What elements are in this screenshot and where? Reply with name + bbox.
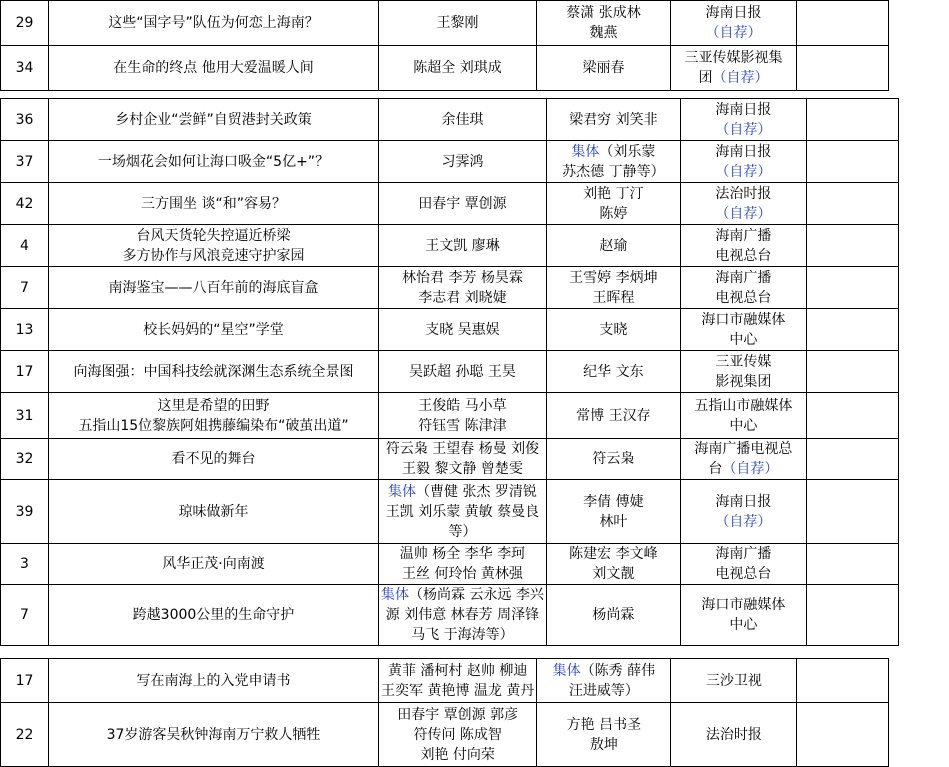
entry-title [49,225,379,267]
authors-line: 田春宇 覃创源 郭彦 [397,706,519,723]
entry-number: 36 [1,99,49,141]
entry-unit [680,585,806,646]
entry-editors [546,439,680,480]
authors-line: 源 刘伟意 林春芳 周泽锋 [385,607,540,623]
entry-number: 29 [1,1,49,46]
entry-number: 37 [1,141,49,183]
entry-editors [546,309,680,351]
collective-label: 集体 [571,143,600,160]
entry-authors [379,141,547,183]
table-row [1,351,899,393]
title-line: 向海图强：中国科技绘就深渊生态系统全景图 [73,363,354,380]
entry-unit [680,544,806,585]
unit-text: 台 [708,461,723,477]
entry-editors [546,351,680,393]
unit-text: 团 [698,70,713,86]
entry-title [49,46,379,91]
entry-unit [680,225,806,267]
authors-line: 王文凯 廖琳 [425,237,500,254]
blank-cell [806,393,898,439]
recommend-tag: （自荐） [715,205,772,222]
authors-line: 王毅 黎文静 曾楚雯 [402,461,523,477]
table-row [1,225,899,267]
unit-line: 中心 [729,417,758,434]
table-row [1,99,899,141]
unit-line: 海南广播 [715,269,772,286]
entry-authors [379,225,547,267]
entry-authors [379,585,547,646]
unit-line: 三亚传媒影视集 [684,50,783,66]
editors-line: 王晖程 [592,289,635,306]
entry-unit [680,439,806,480]
blank-cell [797,703,889,767]
unit-line: 海南日报 [715,101,772,118]
entry-unit [671,46,797,91]
entry-authors [379,267,547,309]
entry-editors [546,544,680,585]
unit-line: 海口市融媒体 [701,311,786,328]
entry-authors [379,99,547,141]
title-line: 在生命的终点 他用大爱温暖人间 [113,60,314,76]
entry-authors [379,393,547,439]
authors-line: 习霁鸿 [441,153,484,170]
blank-cell [806,267,898,309]
unit-line: 海南广播 [715,227,772,244]
editors-line: 陈婷 [599,205,628,222]
recommend-tag: （自荐） [712,70,769,86]
editors-line: 苏杰德 丁静等） [562,163,665,180]
entry-unit [671,1,797,46]
table-row [1,585,899,646]
blank-cell [806,225,898,267]
title-line: 这里是希望的田野 [157,397,270,414]
entry-editors [546,141,680,183]
unit-line: 三亚传媒 [715,353,772,370]
editors-line: 敖坤 [589,736,618,753]
entry-editors [546,267,680,309]
title-line: 乡村企业“尝鲜”自贸港封关政策 [115,111,312,128]
table-row [1,1,889,46]
unit-line: 中心 [729,331,758,348]
authors-line: 支晓 吴惠娱 [425,321,500,338]
entry-authors [379,544,547,585]
title-line: 校长妈妈的“星空”学堂 [143,321,284,338]
entry-authors [379,309,547,351]
entry-title [49,544,379,585]
authors-line: 林怡君 李芳 杨昊霖 [402,269,523,286]
entry-editors [546,183,680,225]
title-line: 跨越3000公里的生命守护 [132,607,295,623]
editors-line: 刘文靓 [592,566,635,582]
table-row [1,439,899,480]
authors-line: 李志君 刘晓婕 [418,289,507,306]
blank-cell [806,309,898,351]
authors-line: 温帅 杨全 李华 李珂 [399,546,526,562]
entry-number: 42 [1,183,49,225]
entry-number: 7 [1,585,49,646]
authors-line: 符传问 陈成智 [413,726,502,743]
table-row [1,480,899,544]
table-row [1,309,899,351]
entry-number: 34 [1,46,49,91]
authors-line: 王俊皓 马小草 [418,397,507,414]
title-line: 一场烟花会如何让海口吸金“5亿+”？ [97,153,330,170]
entry-title [49,439,379,480]
table-row [1,544,899,585]
recommend-tag: （自荐） [722,461,779,477]
entry-title [49,480,379,544]
editors-line: 林叶 [599,513,628,530]
entry-number: 7 [1,267,49,309]
entry-title [49,585,379,646]
title-line: 这些“国字号”队伍为何恋上海南？ [108,15,319,31]
blank-cell [806,183,898,225]
authors-line: 刘艳 付向荣 [420,746,495,763]
editors-line: 李倩 傅婕 [583,493,644,510]
entry-unit [671,703,797,767]
unit-line: 五指山市融媒体 [694,397,793,414]
entry-title [49,351,379,393]
editors-line: 刘艳 丁汀 [583,185,644,202]
entry-number: 22 [1,703,49,767]
table-row [1,141,899,183]
blank-cell [806,99,898,141]
entry-editors [546,480,680,544]
recommend-tag: （自荐） [715,513,772,530]
collective-label: 集体 [381,587,409,603]
title-line: 写在南海上的入党申请书 [136,672,291,689]
blank-cell [797,46,889,91]
entry-unit [680,99,806,141]
blank-cell [806,544,898,585]
editors-text: （陈秀 薛伟 [580,662,656,679]
title-line: 南海鉴宝——八百年前的海底盲盒 [108,279,319,296]
unit-line: 海口市融媒体 [701,597,786,613]
authors-line: 王丝 何玲怡 黄林强 [402,566,523,582]
authors-line: 马飞 于海涛等） [411,627,514,643]
entry-number: 13 [1,309,49,351]
unit-line: 海南日报 [715,493,772,510]
entry-unit [680,141,806,183]
table-row [1,46,889,91]
editors-line [539,661,668,681]
editors-line: 符云枭 [592,451,635,467]
unit-line: 电视总台 [715,289,772,306]
unit-line: 三沙卫视 [705,672,762,689]
editors-line [549,142,678,162]
authors-text: （杨尚霖 云永远 李兴 [409,587,544,603]
unit-line: 海南广播 [715,546,772,562]
award-table [0,658,889,767]
table-row [1,267,899,309]
entry-unit [680,480,806,544]
editors-line: 常博 王汉存 [576,407,651,424]
entry-unit [671,659,797,703]
authors-line [381,585,544,605]
editors-line: 陈建宏 李文峰 [569,546,658,562]
entry-number: 39 [1,480,49,544]
entry-unit [680,183,806,225]
award-table [0,98,899,646]
editors-line: 支晓 [599,321,628,338]
editors-line: 赵瑜 [599,237,628,254]
entry-number: 31 [1,393,49,439]
entry-unit [680,309,806,351]
entry-authors [379,439,547,480]
unit-line [683,459,804,479]
entry-number: 32 [1,439,49,480]
title-line: 琼味做新年 [178,503,249,520]
award-table [0,0,889,91]
entry-title [49,183,379,225]
blank-cell [806,439,898,480]
title-line: 看不见的舞台 [171,451,256,467]
entry-number: 4 [1,225,49,267]
unit-line: 电视总台 [715,247,772,264]
unit-line: 影视集团 [715,373,772,390]
editors-line: 梁丽春 [582,60,625,76]
entry-title [49,267,379,309]
authors-line [381,482,544,502]
entry-editors [537,46,671,91]
authors-line: 余佳琪 [441,111,484,128]
editors-line: 魏燕 [589,25,618,41]
blank-cell [806,480,898,544]
entry-authors [379,1,537,46]
unit-line: 中心 [729,617,758,633]
authors-line: 王奕军 黄艳博 温龙 黄丹 [381,682,535,699]
entry-number: 17 [1,659,49,703]
title-line: 风华正茂·向南渡 [162,556,265,572]
authors-line: 王黎刚 [436,15,479,31]
entry-editors [546,225,680,267]
editors-line: 汪进威等） [568,682,639,699]
entry-unit [680,351,806,393]
entry-title [49,309,379,351]
blank-cell [797,659,889,703]
entry-editors [546,393,680,439]
entry-editors [537,703,671,767]
blank-cell [806,351,898,393]
editors-line: 蔡潇 张成林 [566,5,641,21]
authors-line: 王凯 刘乐蒙 黄敏 蔡曼良 [385,503,540,520]
entry-title [49,1,379,46]
editors-line: 纪华 文东 [583,363,644,380]
blank-cell [806,585,898,646]
authors-line: 吴跃超 孙聪 王昊 [409,363,516,380]
authors-line: 陈超全 刘琪成 [413,60,502,76]
editors-line: 梁君穷 刘笑非 [569,111,658,128]
authors-line: 田春宇 覃创源 [418,195,507,212]
entry-editors [546,585,680,646]
table-row [1,183,899,225]
entry-authors [379,351,547,393]
entry-authors [379,183,547,225]
title-line: 多方协作与风浪竞速守护家园 [122,247,305,264]
unit-line: 海南日报 [705,5,762,21]
collective-label: 集体 [388,483,416,500]
entry-editors [546,99,680,141]
entry-unit [680,393,806,439]
editors-line: 杨尚霖 [592,607,635,623]
recommend-tag: （自荐） [715,163,772,180]
authors-line: 符云枭 王望春 杨曼 刘俊 [385,441,540,457]
entry-editors [537,1,671,46]
unit-line [673,68,794,88]
title-line: 台风天货轮失控逼近桥梁 [136,227,291,244]
entry-authors [379,46,537,91]
authors-line: 等） [448,523,477,540]
entry-title [49,659,379,703]
entry-number: 3 [1,544,49,585]
unit-line: 海南日报 [715,143,772,160]
unit-line: 法治时报 [705,726,762,743]
entry-unit [680,267,806,309]
blank-cell [797,1,889,46]
title-line: 五指山15位黎族阿姐携藤编染布“破茧出道” [78,417,349,434]
collective-label: 集体 [552,662,581,679]
entry-authors [379,480,547,544]
authors-line: 黄菲 潘柯村 赵帅 柳迪 [388,662,528,679]
entry-title [49,99,379,141]
table-row [1,703,889,767]
entry-authors [379,703,537,767]
entry-title [49,703,379,767]
authors-line: 符钰雪 陈津津 [418,417,507,434]
recommend-tag: （自荐） [705,25,762,41]
authors-text: （曹健 张杰 罗清锐 [416,483,537,500]
title-line: 三方围坐 谈“和”容易？ [141,195,286,212]
editors-text: （刘乐蒙 [599,143,656,160]
blank-cell [806,141,898,183]
unit-line: 海南广播电视总 [694,441,793,457]
editors-line: 方艳 吕书圣 [566,716,642,733]
entry-title [49,141,379,183]
entry-authors [379,659,537,703]
editors-line: 王雪婷 李炳坤 [569,269,658,286]
entry-title [49,393,379,439]
title-line: 37岁游客吴秋钟海南万宁救人牺牲 [106,726,321,743]
entry-editors [537,659,671,703]
recommend-tag: （自荐） [715,121,772,138]
entry-number: 17 [1,351,49,393]
unit-line: 电视总台 [715,566,772,582]
table-row [1,393,899,439]
unit-line: 法治时报 [715,185,772,202]
table-row [1,659,889,703]
